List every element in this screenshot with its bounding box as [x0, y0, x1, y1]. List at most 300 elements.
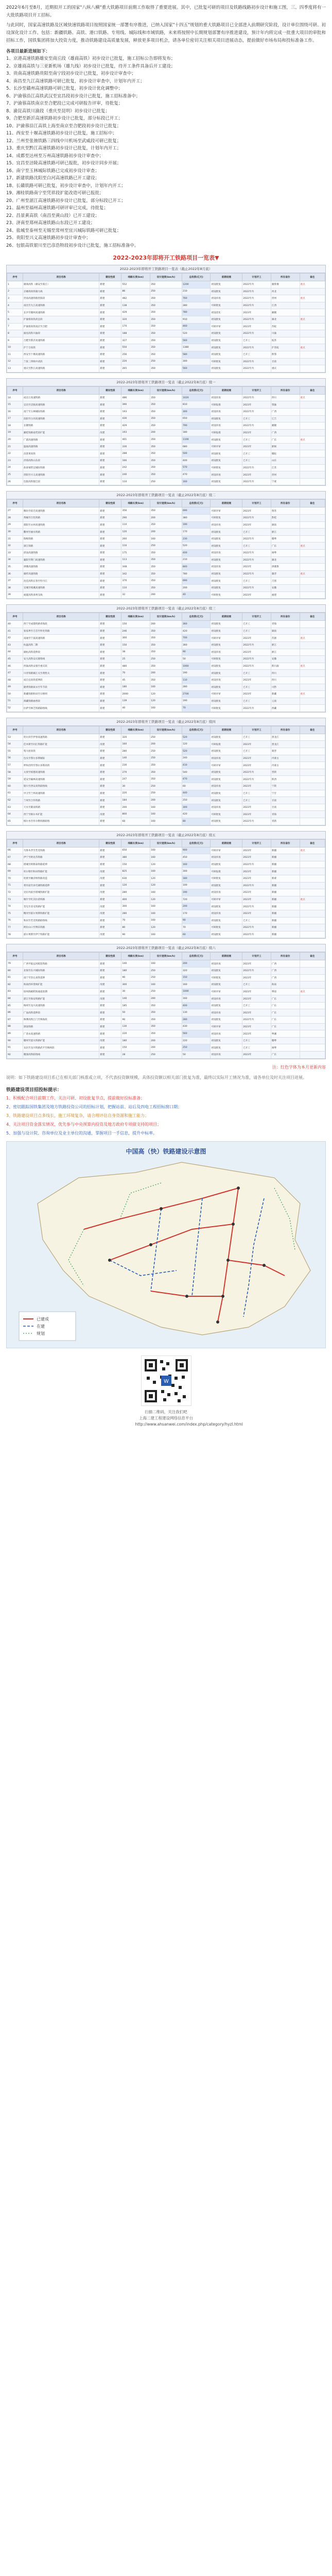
table-row	[7, 988, 325, 995]
table-cell: 新疆	[271, 847, 300, 854]
project-item: 15、宜昌至涪陵高速铁路可研已报批，初步设计同步开展；	[6, 161, 121, 166]
table-cell: 280	[182, 1016, 211, 1024]
table-cell: 54	[7, 741, 23, 748]
table-cell: 40	[7, 621, 23, 628]
project-table	[6, 265, 326, 373]
table-cell: 2023年	[242, 910, 271, 917]
table-cell: 2022年内	[242, 931, 271, 938]
table-cell: 3	[7, 295, 23, 302]
table-cell: 可研报批	[211, 429, 242, 436]
table-cell: 247	[121, 776, 150, 783]
table-cell: 初设批复	[211, 365, 242, 372]
table-cell	[300, 478, 325, 485]
table-cell: 南昌至九江高速铁路	[23, 302, 99, 309]
project-item: 21、温州至福州高速铁路可研评审已完成，待批复；	[6, 206, 108, 211]
table-cell: 40	[121, 705, 150, 712]
table-row	[7, 344, 325, 351]
project-item: 16、南宁至玉林城际铁路已完成初步设计审查；	[6, 168, 99, 174]
table-header-cell: 建设性质	[99, 839, 121, 847]
table-cell: 重点	[300, 847, 325, 854]
table-cell: 81	[7, 974, 23, 981]
table-cell: 新建	[99, 649, 121, 656]
table-cell: 180	[182, 429, 211, 436]
table-cell: 160	[182, 995, 211, 1003]
table-cell: 新建	[99, 924, 121, 931]
table-cell: 新建	[99, 295, 121, 302]
table-cell: 广东	[271, 1052, 300, 1059]
table-cell	[300, 457, 325, 465]
table-cell: 60	[182, 783, 211, 790]
table-cell: 246	[121, 628, 150, 635]
table-cell: 沈阳至白河高速铁路	[23, 415, 99, 422]
table-cell: 沈佳高铁长春至牡丹江	[23, 578, 99, 585]
table-cell: 广西	[271, 429, 300, 436]
table-cell: 350	[150, 351, 182, 358]
table-cell	[300, 450, 325, 457]
table-cell: 初设批复	[211, 450, 242, 457]
table-cell: 360	[182, 621, 211, 628]
table-cell: 西藏	[271, 705, 300, 712]
qr-code[interactable]	[141, 1355, 191, 1406]
table-cell: 900	[182, 847, 211, 854]
table-cell: 200	[182, 584, 211, 591]
footer-url[interactable]: http://www.ahsanwei.com/index.php/category/hyzl.html	[135, 1421, 243, 1427]
table-caption: 2022-2023年即将开工铁路项目一览表（截止2022年8月底）	[7, 265, 325, 273]
table-row	[7, 741, 325, 748]
table-cell: 480	[121, 663, 150, 670]
table-cell: 87	[7, 1016, 23, 1024]
table-cell: 60	[7, 783, 23, 790]
table-cell	[300, 288, 325, 295]
table-header-cell: 计划开工	[242, 500, 271, 507]
table-cell: 200	[150, 429, 182, 436]
table-cell: 初设批复	[211, 1044, 242, 1052]
table-cell: 650	[121, 847, 150, 854]
table-cell: 2022年内	[242, 1016, 271, 1024]
table-row	[7, 783, 325, 790]
table-cell: 深汕铁路	[23, 1023, 99, 1030]
table-cell: 可研批复	[211, 515, 242, 522]
table-cell: 青海	[271, 811, 300, 818]
table-cell: 300	[182, 408, 211, 415]
table-row	[7, 670, 325, 677]
table-cell: 初设批复	[211, 316, 242, 323]
table-cell: 70	[182, 924, 211, 931]
table-cell: 260	[121, 535, 150, 543]
table-row	[7, 656, 325, 663]
table-cell: 77	[7, 924, 23, 931]
table-cell: 200	[150, 515, 182, 522]
table-cell: 470	[182, 776, 211, 783]
table-cell: 2023年	[242, 960, 271, 968]
table-cell: 闽粤	[271, 550, 300, 557]
table-cell: 350	[150, 415, 182, 422]
table-cell: 津潍高速铁路	[23, 564, 99, 571]
table-cell: 和田至若羌铁路联络线	[23, 917, 99, 924]
table-header-cell: 计划开工	[242, 274, 271, 281]
table-cell: 280	[182, 684, 211, 691]
table-cell: 新建	[99, 358, 121, 365]
table-cell: 川渝	[271, 330, 300, 337]
table-row	[7, 811, 325, 818]
table-cell: 广西平陆运河配套铁路	[23, 960, 99, 968]
table-cell: 青新	[271, 818, 300, 825]
table-row	[7, 302, 325, 309]
table-cell	[300, 529, 325, 536]
table-row	[7, 797, 325, 804]
table-header-cell: 设计速度(km/h)	[150, 500, 182, 507]
table-row	[7, 960, 325, 968]
table-cell: 蒙晋	[271, 748, 300, 755]
table-cell: 潍坊至宿迁高速铁路	[23, 507, 99, 515]
table-cell	[300, 783, 325, 790]
footer-scan-text: 扫描二维码，关注我们吧	[145, 1409, 187, 1414]
table-row	[7, 967, 325, 974]
table-cell: 伊宁至阿克苏铁路	[23, 854, 99, 861]
table-cell: 486	[121, 394, 150, 401]
table-cell: 新疆	[271, 903, 300, 910]
table-row	[7, 1037, 325, 1044]
table-cell: 黑龙江	[271, 741, 300, 748]
table-cell: 130	[121, 1023, 150, 1030]
table-cell: 内蒙古	[271, 762, 300, 769]
table-cell: 170	[182, 529, 211, 536]
table-cell: 350	[150, 776, 182, 783]
table-cell	[300, 621, 325, 628]
qr-section	[135, 1355, 243, 1428]
table-cell: 新建	[99, 1030, 121, 1038]
table-cell: 改建	[99, 868, 121, 875]
table-cell: 甘肃	[271, 797, 300, 804]
table-cell: 160	[150, 847, 182, 854]
table-cell: 2022年内	[242, 394, 271, 401]
table-cell: 190	[182, 521, 211, 529]
table-row	[7, 676, 325, 684]
table-header-cell: 项目名称	[23, 839, 99, 847]
table-cell: 2023年	[242, 635, 271, 642]
table-row	[7, 436, 325, 444]
table-cell: 220	[121, 790, 150, 797]
table-cell	[300, 967, 325, 974]
table-cell: 193	[121, 429, 150, 436]
table-cell: 9	[7, 337, 23, 344]
table-header-cell: 前期进展	[211, 613, 242, 621]
table-cell: 新建	[99, 705, 121, 712]
table-cell: 重庆	[271, 365, 300, 372]
table-cell: 150	[121, 641, 150, 649]
table-cell: 晋陕	[271, 769, 300, 776]
table-cell: 初设批复	[211, 543, 242, 550]
table-cell: 广西	[271, 408, 300, 415]
table-cell	[300, 818, 325, 825]
table-cell: 160	[150, 535, 182, 543]
table-cell: 重点	[300, 394, 325, 401]
table-cell: 350	[150, 422, 182, 430]
table-cell: 初设批复	[211, 621, 242, 628]
table-cell: 浙江	[271, 529, 300, 536]
table-row	[7, 734, 325, 741]
table-cell: 冀鲁豫	[271, 281, 300, 289]
table-cell: 初设批复	[211, 535, 242, 543]
table-cell: 2023年	[242, 995, 271, 1003]
table-cell: 初设批复	[211, 415, 242, 422]
table-cell: 420	[182, 811, 211, 818]
table-cell: 540	[182, 769, 211, 776]
table-cell: 18	[7, 422, 23, 430]
table-cell: 拉萨至林芝铁路联络线	[23, 705, 99, 712]
table-header-cell: 线路长度(km)	[121, 386, 150, 394]
table-cell: 1020	[182, 394, 211, 401]
table-cell: 240	[182, 755, 211, 762]
table-cell: 180	[121, 684, 150, 691]
table-cell	[300, 507, 325, 515]
table-cell: 新建	[99, 309, 121, 316]
table-cell: 初设审查	[211, 550, 242, 557]
project-item: 6、沪渝蓉沿江高铁武汉至宜昌段初步设计已批复，施工招标准备中；	[6, 93, 141, 99]
table-cell: 闽粤	[271, 1044, 300, 1052]
table-cell	[300, 762, 325, 769]
table-cell: 新建	[99, 478, 121, 485]
table-cell: 420	[182, 628, 211, 635]
table-header-cell: 建设性质	[99, 726, 121, 734]
table-cell: 2022年内	[242, 281, 271, 289]
table-cell	[300, 628, 325, 635]
table-cell: 可研评审	[211, 691, 242, 698]
table-cell: 200	[150, 670, 182, 677]
table-cell: 53	[7, 734, 23, 741]
table-cell: 广东	[271, 1023, 300, 1030]
table-cell: 320	[182, 967, 211, 974]
table-cell: 改建	[99, 995, 121, 1003]
legend-built: 已建成	[37, 1316, 49, 1321]
table-row	[7, 889, 325, 896]
table-cell: 150	[182, 974, 211, 981]
table-cell: 衢州至丽水铁路	[23, 529, 99, 536]
table-cell: 80	[121, 924, 150, 931]
legend-building: 在建	[37, 1324, 45, 1329]
table-cell: 改建	[99, 741, 121, 748]
table-cell: 210	[182, 288, 211, 295]
table-cell: 初设批复	[211, 584, 242, 591]
table-row	[7, 804, 325, 811]
table-cell: 380	[182, 515, 211, 522]
table-cell: 350	[150, 649, 182, 656]
table-cell: 2022年内	[242, 464, 271, 471]
table-header-cell: 总投资(亿元)	[182, 386, 211, 394]
table-cell: 200	[150, 1037, 182, 1044]
project-item: 19、湘桂铁路南宁至凭祥段扩能改造可研已报批；	[6, 191, 104, 196]
table-caption: 2022-2023年即将开工铁路项目一览表（截止2022年8月底）续一	[7, 379, 325, 386]
table-caption: 2022-2023年即将开工铁路项目一览表（截止2022年8月底）续二	[7, 492, 325, 499]
table-row	[7, 515, 325, 522]
table-cell: 已开工	[242, 698, 271, 705]
table-cell: 新建	[99, 769, 121, 776]
table-cell: 350	[150, 1023, 182, 1030]
table-cell: 新建	[99, 351, 121, 358]
table-header-cell: 总投资(亿元)	[182, 953, 211, 960]
table-cell: 350	[150, 663, 182, 670]
table-header-cell: 设计速度(km/h)	[150, 613, 182, 621]
table-header-cell: 设计速度(km/h)	[150, 274, 182, 281]
table-cell: 2022年内	[242, 556, 271, 564]
table-cell	[300, 670, 325, 677]
table-cell: 初设审查	[211, 1052, 242, 1059]
table-cell: 46	[7, 663, 23, 670]
table-header-cell: 所在省份	[271, 613, 300, 621]
table-cell: 520	[182, 330, 211, 337]
table-cell: 初设批复	[211, 1002, 242, 1009]
table-cell: 湖杭高铁延伸段	[23, 649, 99, 656]
table-cell: 120	[150, 896, 182, 903]
table-cell: 2023年	[242, 309, 271, 316]
table-cell: 200	[150, 591, 182, 599]
table-cell: 390	[121, 401, 150, 409]
table-cell: 昌景黄高铁	[23, 450, 99, 457]
table-cell: 74	[7, 903, 23, 910]
table-cell: 新建	[99, 847, 121, 854]
table-cell: 110	[121, 478, 150, 485]
table-cell: 哈密至额济纳铁路改造	[23, 875, 99, 882]
table-cell: 500	[182, 450, 211, 457]
table-cell: 47	[7, 670, 23, 677]
table-cell: 810	[182, 401, 211, 409]
project-table	[6, 718, 326, 826]
table-cell: 2023年	[242, 1009, 271, 1016]
table-header-cell: 建设性质	[99, 953, 121, 960]
table-cell: 193	[121, 408, 150, 415]
table-cell: 西宁至格尔木扩能	[23, 811, 99, 818]
table-cell: 已开工	[242, 337, 271, 344]
table-cell	[300, 323, 325, 330]
table-cell: 初设审查	[211, 408, 242, 415]
table-cell: 430	[121, 415, 150, 422]
table-cell: 65	[7, 818, 23, 825]
table-cell: 2023年	[242, 974, 271, 981]
table-cell: 广东	[271, 1009, 300, 1016]
table-cell: 琼州海峡跨海通道前期	[23, 988, 99, 995]
footnote: 说明：如下铁路建设项目系已在相关部门核准或立项，不代表投资额规模，具体投资额以相关部门批复为准，最终以实际开工情况为准，请各单位及时关注项目进展。	[6, 1075, 307, 1080]
table-cell: 初设批复	[211, 628, 242, 635]
table-cell: 160	[150, 804, 182, 811]
table-header-cell: 序号	[7, 839, 23, 847]
table-cell: 57	[7, 762, 23, 769]
project-item: 12、兰州至张掖铁路三四线中川机场至武威段可研已批复；	[6, 138, 121, 144]
table-cell: 110	[182, 676, 211, 684]
table-cell	[300, 960, 325, 968]
table-cell: 2023年	[242, 691, 271, 698]
table-cell: 2022年内	[242, 330, 271, 337]
table-cell: 漳汕高速铁路	[23, 550, 99, 557]
table-cell: 新建	[99, 464, 121, 471]
table-cell: 350	[150, 457, 182, 465]
table-cell: 苏浙	[271, 635, 300, 642]
table-cell: 海南	[271, 981, 300, 989]
table-cell: 贵南高速铁路贵阳段	[23, 295, 99, 302]
table-cell: 奎屯至北屯铁路扩能	[23, 903, 99, 910]
table-cell: 250	[150, 656, 182, 663]
project-item: 20、广州至湛江高速铁路初步设计已批复，部分标段已开工；	[6, 198, 126, 204]
table-cell: 49	[7, 684, 23, 691]
table-cell: 新建	[99, 663, 121, 670]
table-cell: 790	[182, 422, 211, 430]
table-cell: 新建	[99, 854, 121, 861]
table-cell: 2023年	[242, 591, 271, 599]
table-cell: 2022年内	[242, 358, 271, 365]
table-cell: 2022年内	[242, 641, 271, 649]
table-cell: 401	[121, 436, 150, 444]
table-cell	[300, 748, 325, 755]
table-cell: 已开工	[242, 621, 271, 628]
table-cell: 初设批复	[211, 670, 242, 677]
table-cell: 350	[150, 507, 182, 515]
table-cell	[300, 903, 325, 910]
table-cell: 250	[150, 790, 182, 797]
table-cell: 32	[7, 543, 23, 550]
table-row	[7, 903, 325, 910]
table-cell: 800	[121, 811, 150, 818]
table-cell: 赣粤	[271, 1037, 300, 1044]
table-cell: 新建	[99, 882, 121, 889]
table-row	[7, 550, 325, 557]
table-cell: 克拉玛依至塔城铁路扩能	[23, 889, 99, 896]
table-cell: 1200	[182, 281, 211, 289]
table-cell: 160	[150, 931, 182, 938]
table-cell: 可研评审	[211, 635, 242, 642]
table-cell: 350	[150, 584, 182, 591]
table-cell: 沪渝蓉高铁南京至合肥	[23, 323, 99, 330]
table-cell: 新建	[99, 1002, 121, 1009]
table-cell: 已开工	[242, 457, 271, 465]
table-cell: 新建	[99, 896, 121, 903]
table-cell: 350	[150, 762, 182, 769]
table-cell: 160	[150, 811, 182, 818]
table-cell: 85	[7, 1002, 23, 1009]
table-cell: 170	[182, 910, 211, 917]
table-header-cell: 前期进展	[211, 274, 242, 281]
table-cell: 贵州	[271, 471, 300, 479]
table-cell: 220	[121, 358, 150, 365]
table-cell: 中卫至兰州高速铁路	[23, 790, 99, 797]
table-cell: 370	[121, 578, 150, 585]
table-cell: 初设批复	[211, 917, 242, 924]
table-cell: 90	[121, 974, 150, 981]
table-cell: 初设审查	[211, 521, 242, 529]
table-row	[7, 1002, 325, 1009]
table-cell: 珠肇高铁江门至珠海段	[23, 1016, 99, 1024]
table-cell: 长赣铁路	[23, 422, 99, 430]
table-cell: 新建	[99, 457, 121, 465]
table-cell: 80	[182, 818, 211, 825]
table-cell: 10	[7, 344, 23, 351]
table-cell: 乌鲁木齐至若羌铁路	[23, 847, 99, 854]
table-cell: 160	[150, 854, 182, 861]
table-cell: 改建	[99, 931, 121, 938]
table-cell: 780	[182, 309, 211, 316]
table-cell: 50	[121, 1009, 150, 1016]
table-cell: 2023年	[242, 988, 271, 995]
table-header-cell: 总投资(亿元)	[182, 500, 211, 507]
table-cell: 160	[182, 478, 211, 485]
table-header-cell: 序号	[7, 500, 23, 507]
table-cell: 初设批复	[211, 981, 242, 989]
table-row	[7, 1016, 325, 1024]
table-cell: 初设审查	[211, 1030, 242, 1038]
table-row	[7, 457, 325, 465]
table-cell: 深江铁路	[23, 543, 99, 550]
table-header-cell: 计划开工	[242, 839, 271, 847]
table-cell: 27	[7, 507, 23, 515]
table-cell: 220	[121, 1030, 150, 1038]
